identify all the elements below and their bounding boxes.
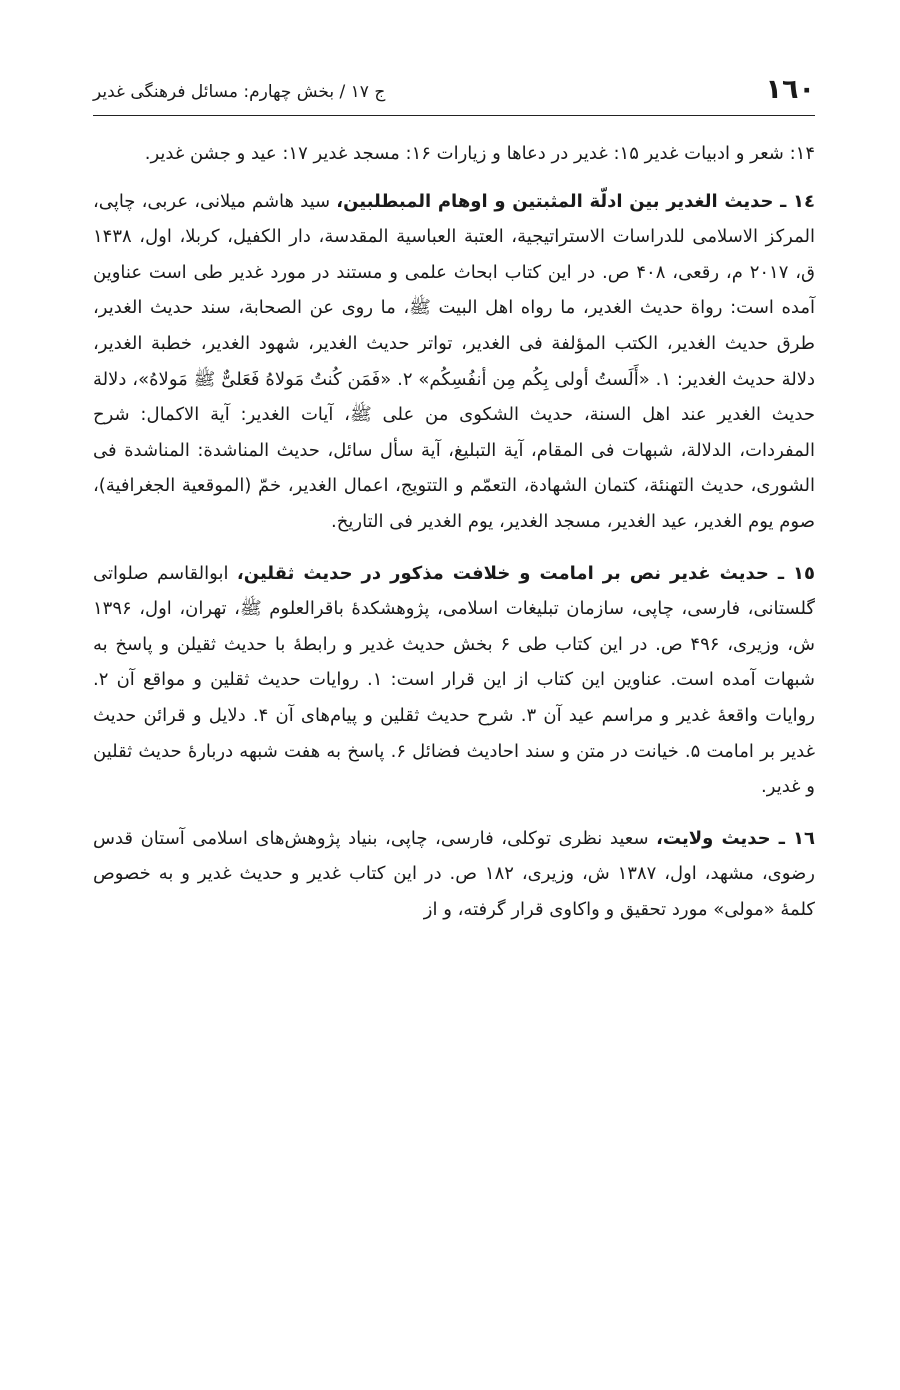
- entry-title: ١٤ ـ حدیث الغدیر بین ادلّة المثبتین و اوهام المبطلبین،: [336, 190, 816, 212]
- page-content: [93, 136, 815, 943]
- paragraph-continued: [93, 136, 815, 172]
- entry-16: [93, 821, 815, 928]
- entry-title: ١٦ ـ حدیث ولایت،: [656, 827, 815, 849]
- entry-text: سید هاشم میلانی، عربی، چاپی، المرکز الاسلامی للدراسات الاستراتیجیة، العتبة العباسیة المقدسة، دار الکفیل، کربلا، اول، ۱۴۳۸ ق، ۲۰۱۷ م، رقعی، ۴۰۸ ص. در این کتاب ابحاث علمی و مستند در مورد غدیر طی است عناوین آمده است: رواة حدیث الغدیر، ما رواه اهل البیت ﷺ، ما روی عن الصحابة، سند حدیث الغدیر، طرق حدیث الغدیر، الکتب المؤلفة فی الغدیر، تواتر حدیث الغدیر، شهود الغدیر، خطبة الغدیر، دلالة حدیث الغدیر: ۱. «أَلَستُ أولی بِکُم مِن أنفُسِکُم» ۲. «فَمَن کُنتُ مَولاهُ فَعَلیٌّ ﷺ مَولاهُ»، دلالة حدیث الغدیر عند اهل السنة، حدیث الشکوی من علی ﷺ، آیات الغدیر: آیة الاکمال: شرح المفردات، الدلالة، شبهات فی المقام، آیة التبلیغ، آیة سأل سائل، حدیث المناشدة: المناشدة فی الشوری، حدیث التهنئة، کتمان الشهادة، التعمّم و التتویج، اعمال الغدیر، خمّ (الموقعیة الجغرافیة)، صوم یوم الغدیر، عید الغدیر، مسجد الغدیر، یوم الغدیر فی التاریخ.: [93, 190, 815, 532]
- paragraph-text: ۱۴: شعر و ادبیات غدیر ۱۵: غدیر در دعاها و زیارات ۱۶: مسجد غدیر ۱۷: عید و جشن غدیر.: [144, 143, 815, 164]
- entry-text: ابوالقاسم صلواتی گلستانی، فارسی، چاپی، سازمان تبلیغات اسلامی، پژوهشکدهٔ باقرالعلوم ﷺ، تهران، اول، ۱۳۹۶ ش، وزیری، ۴۹۶ ص. در این کتاب طی ۶ بخش حدیث غدیر و رابطهٔ با حدیث ثقیلن و پاسخ به شبهات آمده است. عناوین این کتاب از این قرار است: ۱. روایات حدیث ثقلین و مواقع آن ۲. روایات واقعهٔ غدیر و مراسم عید آن ۳. شرح حدیث ثقلین و پیام‌های آن ۴. دلایل و قرائن حدیث غدیر بر امامت ۵. خیانت در متن و سند احادیث فضائل ۶. پاسخ به هفت شبهه دربارهٔ حدیث ثقلین و غدیر.: [93, 562, 816, 798]
- header-divider: [93, 115, 815, 116]
- page-header: [93, 70, 815, 116]
- page-number: ١٦٠: [765, 74, 815, 105]
- entry-14: [93, 184, 815, 540]
- running-head: ج ۱۷ / بخش چهارم: مسائل فرهنگی غدیر: [93, 82, 386, 102]
- entry-text: سعید نظری توکلی، فارسی، چاپی، بنیاد پژوهش‌های اسلامی آستان قدس رضوی، مشهد، اول، ۱۳۸۷ ش، وزیری، ۱۸۲ ص. در این کتاب غدیر و حدیث غدیر و به خصوص کلمهٔ «مولی» مورد تحقیق و واکاوی قرار گرفته، و از: [93, 827, 815, 920]
- entry-title: ١٥ ـ حدیث غدیر نص بر امامت و خلافت مذکور در حدیث ثقلین،: [236, 562, 815, 584]
- entry-15: [93, 556, 815, 805]
